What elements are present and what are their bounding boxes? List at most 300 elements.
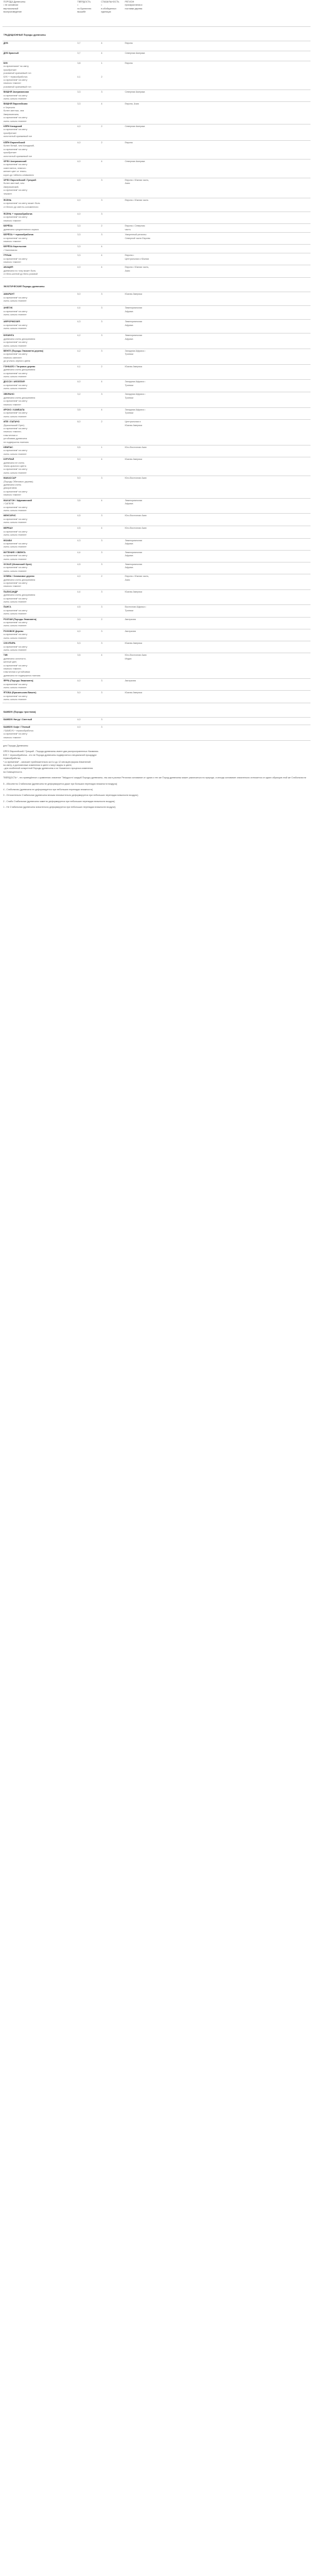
hardness-cell [76, 629, 100, 641]
region-line: Северной части Европы [125, 237, 151, 240]
stability-cell [100, 589, 124, 605]
species-note: со временем* на свету [3, 645, 28, 648]
hardness-cell [76, 641, 100, 653]
species-name: АМАРАНТ [3, 293, 15, 296]
hardness-value: 4,0 [77, 266, 81, 269]
species-note: со временем* на свету [3, 695, 28, 698]
species-cell [3, 641, 76, 653]
species-note: древесина не подвержена гниению [3, 674, 41, 677]
species-note: / БАМБУК + термообработка [3, 729, 34, 732]
stability-cell [100, 514, 124, 526]
stability-value: 3 [101, 718, 103, 721]
species-cell [3, 265, 76, 278]
table-row [3, 641, 310, 653]
hardness-cell [76, 292, 100, 306]
hardness-value: 3,3 [77, 245, 81, 248]
species-note: очень сильно темнеет [3, 98, 27, 101]
hardness-cell [76, 41, 100, 51]
hardness-value: 4,4 [77, 307, 81, 310]
table-row [3, 61, 310, 90]
species-note: до угольно-черного цвета [3, 360, 31, 363]
species-name: ДУБ [3, 42, 8, 44]
header-species: ПОРОДА Древесины • не основном вертикальный воспроизведение [3, 0, 76, 27]
region-line: Западная Африка • [125, 408, 145, 411]
region-line: Тропики [125, 353, 134, 356]
species-note: очень сильно темнеет [3, 452, 27, 456]
stability-value: 2 [101, 420, 103, 424]
region-cell [124, 51, 310, 61]
region-cell [124, 457, 310, 476]
stability-cell [100, 265, 124, 278]
species-name: КУРУПАЙ [3, 458, 14, 461]
species-cell [3, 617, 76, 629]
wood-table [3, 0, 310, 741]
stability-value: 2 [101, 141, 103, 144]
table-row [3, 445, 310, 457]
region-line: Восточная Африка • [125, 606, 146, 609]
region-cell [124, 364, 310, 380]
hardness-cell [76, 526, 100, 538]
stability-cell [100, 349, 124, 365]
table-row [3, 476, 310, 498]
region-cell [124, 392, 310, 408]
table-header [3, 0, 310, 27]
species-note: со временем* на свету [3, 582, 28, 584]
stability-value: 2 [101, 575, 103, 578]
stability-value: 4 [101, 254, 103, 257]
species-name: ВИШНЯ Американская [3, 91, 29, 94]
species-note: немного темнеет [3, 494, 21, 497]
stability-value: 3 [101, 350, 103, 353]
table-row [3, 333, 310, 349]
region-cell [124, 445, 310, 457]
region-line: Индия [125, 657, 132, 660]
stability-value: 3 [101, 551, 103, 554]
region-cell [124, 102, 310, 124]
group-title: ЭКЗОТИЧЕСКИЕ Породы древесины [3, 278, 310, 292]
hardness-cell [76, 617, 100, 629]
species-note: золотистый оранжевый тон [3, 135, 33, 138]
species-cell [3, 211, 76, 223]
species-note: со временем* на свету [3, 189, 28, 192]
hardness-cell [76, 159, 100, 178]
region-line: Южная Америка [125, 691, 142, 695]
region-cell [124, 725, 310, 741]
species-cell [3, 605, 76, 617]
stability-cell [100, 51, 124, 61]
species-name: РОЗОВОЕ Дерево [3, 629, 24, 633]
species-note: желтый цвет, [3, 661, 18, 664]
stability-value: 4 [101, 42, 103, 44]
species-note: немного темнеет [3, 82, 21, 85]
region-cell [124, 320, 310, 333]
species-name: ОЛИВА / Оливковое дерево [3, 575, 34, 578]
hardness-cell [76, 233, 100, 245]
hardness-cell [76, 349, 100, 365]
region-line: Африка [125, 566, 133, 569]
species-name: МУТЕНИЯ / ОВЕНГА [3, 551, 26, 554]
stability-value: 3 [101, 691, 103, 695]
species-cell [3, 178, 76, 198]
species-name: БЕРЁЗА + термообработка [3, 233, 34, 237]
species-note: древесина очень [3, 484, 21, 487]
table-row [3, 364, 310, 380]
species-note: со временем* на свету [3, 384, 28, 387]
stability-cell [100, 90, 124, 102]
region-line: Европа [125, 141, 133, 144]
region-cell [124, 407, 310, 419]
species-name: ДУБ Красный [3, 52, 19, 54]
species-cell [3, 380, 76, 392]
hardness-cell [76, 51, 100, 61]
region-line: Северная Америка [125, 160, 145, 163]
species-name: ТИК [3, 654, 8, 657]
hardness-cell [76, 198, 100, 211]
species-name: ИРОКО / КАМБАЛА [3, 408, 25, 411]
hardness-cell [76, 245, 100, 253]
species-cell [3, 562, 76, 574]
species-note: со временем* на свету [3, 683, 28, 686]
stability-cell [100, 718, 124, 725]
species-note: очень сильно темнеет [3, 686, 27, 689]
species-cell [3, 245, 76, 253]
hardness-cell [76, 178, 100, 198]
table-row [3, 224, 310, 233]
species-note: древесина по тону может быть [3, 269, 36, 272]
stability-cell [100, 102, 124, 124]
stability-value: 4 [101, 380, 103, 384]
table-row [3, 514, 310, 526]
species-note: темнеет [3, 192, 13, 195]
region-line: Юго-Восточная Азия [125, 514, 147, 517]
species-cell [3, 653, 76, 679]
stability-scale-item: 1 - Не Стабильная (древесина значительно деформируется при небольших перепадах влажности воздуха) [3, 806, 116, 809]
species-note: и Черешня [3, 106, 15, 109]
hardness-value: 4,2 [77, 350, 81, 353]
region-line: Европа • Южная часть, [125, 178, 150, 181]
region-cell [124, 253, 310, 265]
hardness-cell [76, 124, 100, 140]
species-name: КЕМПАС [3, 446, 13, 449]
footnote-line: * со временем* - означает приблизительно за 6 и до 12 месяцев форма Изменений [3, 760, 91, 763]
species-note: розоватый оранжевый тон [3, 85, 31, 88]
hardness-value: 4,0 [77, 726, 81, 729]
species-name: АФРОРМОЗИЯ [3, 320, 20, 323]
species-note: приобретает [3, 151, 17, 155]
species-note: Американская, [3, 113, 19, 116]
hardness-cell [76, 224, 100, 233]
species-note: древесина очень декоративна [3, 369, 36, 372]
species-note: приобретает [3, 68, 17, 71]
stability-value: 4 [101, 654, 103, 657]
species-cell [3, 679, 76, 691]
region-line: Европа • Южная часть, [125, 266, 150, 269]
hardness-value: 3,3 [77, 233, 81, 237]
species-name: КЛЁН Канадский [3, 125, 23, 128]
hardness-value: 4,0 [77, 680, 81, 683]
species-name: МЕРБАУ [3, 527, 13, 530]
stability-scale-item: 4 - Стабильная (древесина не деформируется при небольших перепадах влажности) [3, 788, 93, 792]
stability-value: 4 [101, 499, 103, 502]
region-cell [124, 718, 310, 725]
species-note: не подвержена гниению [3, 440, 29, 444]
region-cell [124, 574, 310, 590]
species-cell [3, 140, 76, 159]
region-line: Южная Америка [125, 424, 142, 427]
stability-value: 2 [101, 618, 103, 621]
stability-value: 3 [101, 178, 103, 181]
table-row [3, 420, 310, 445]
hardness-cell [76, 253, 100, 265]
stability-cell [100, 306, 124, 320]
table-row [3, 550, 310, 562]
region-cell [124, 41, 310, 51]
species-note: древесина среднетемного окраса [3, 228, 39, 231]
species-cell [3, 333, 76, 349]
table-row [3, 253, 310, 265]
species-note: очень сильно темнеет [3, 534, 27, 537]
hardness-cell [76, 457, 100, 476]
footnote-lines [3, 750, 310, 774]
region-cell [124, 653, 310, 679]
table-row [3, 41, 310, 51]
species-note: приобретает [3, 131, 17, 135]
region-line: Умеренный регионы [125, 233, 146, 237]
region-line: Европа • Южная часть [125, 198, 149, 201]
stability-value: 3 [101, 320, 103, 323]
species-name: ВИШНЯ Европейская [3, 103, 28, 106]
stability-cell [100, 691, 124, 703]
species-note: более белый, чем Канадский, [3, 145, 35, 148]
species-cell [3, 292, 76, 306]
table-row [3, 51, 310, 61]
hardness-value: 5,3 [77, 642, 81, 645]
stability-value: 4 [101, 103, 103, 106]
species-cell [3, 41, 76, 51]
region-cell [124, 538, 310, 550]
stability-cell [100, 407, 124, 419]
region-line: Европа • [125, 254, 135, 257]
hardness-value: 3,3 [77, 91, 81, 94]
region-line: Южная Америка [125, 293, 142, 296]
region-cell [124, 233, 310, 245]
species-cell [3, 253, 76, 265]
table-row [3, 306, 310, 320]
species-cell [3, 589, 76, 605]
region-line: Африка [125, 323, 133, 327]
species-note: немного темнеет [3, 261, 21, 264]
footnotes [3, 745, 310, 810]
group-header [3, 278, 310, 292]
hardness-cell [76, 514, 100, 526]
species-note: со временем* на свету может быть [3, 202, 41, 205]
stability-cell [100, 392, 124, 408]
stability-value: 2 [101, 225, 103, 228]
stability-cell [100, 233, 124, 245]
stability-value: 3 [101, 91, 103, 94]
species-note: очень сильно темнеет [3, 546, 27, 549]
stability-value: 3 [101, 514, 103, 517]
species-name: МЕНГАРИС [3, 514, 16, 517]
table-row [3, 178, 310, 198]
species-note: очень сильно темнеет [3, 415, 27, 418]
species-note: немного темнеет [3, 240, 21, 243]
species-cell [3, 320, 76, 333]
hardness-value: 3,5 [77, 654, 81, 657]
region-cell [124, 349, 310, 365]
region-line: Юго-Восточная Азия [125, 527, 147, 530]
species-note: декоративна [3, 487, 17, 490]
hardness-value: 3,7 [77, 52, 81, 54]
stability-cell [100, 550, 124, 562]
stability-value: 3 [101, 477, 103, 480]
region-line: Западная Африка • [125, 380, 145, 384]
species-note: очень сильно темнеет [3, 601, 27, 604]
table-row [3, 617, 310, 629]
stability-cell [100, 224, 124, 233]
region-cell [124, 306, 310, 320]
region-line: Тропики [125, 609, 134, 612]
stability-cell [100, 292, 124, 306]
stability-value: 3 [101, 212, 103, 215]
hardness-value: 4,0 [77, 380, 81, 384]
species-cell [3, 550, 76, 562]
region-cell [124, 476, 310, 498]
species-name: ПАНГА [3, 606, 11, 609]
region-cell [124, 526, 310, 538]
species-cell [3, 526, 76, 538]
stability-value: 2 [101, 365, 103, 368]
region-cell [124, 61, 310, 90]
hardness-value: 4,1 [77, 365, 81, 368]
species-note: пластичная и [3, 434, 18, 437]
table-row [3, 574, 310, 590]
hardness-cell [76, 574, 100, 590]
species-note: со временем* на свету [3, 517, 28, 521]
species-note: со временем* на свету [3, 94, 28, 97]
species-cell [3, 718, 76, 725]
species-note: / САПЕЛЕ [3, 502, 14, 506]
species-name: ДОССИ / АФЗЕЛИЯ [3, 380, 25, 384]
region-line: часть [125, 228, 131, 231]
region-line: Западная Африка • [125, 393, 145, 396]
species-cell [3, 364, 76, 380]
species-name: ГРУША [3, 254, 12, 257]
species-note: со временем* на свету [3, 353, 28, 356]
species-note: по времениию* на свету [3, 65, 29, 68]
species-note: древесина золотисто- [3, 657, 27, 660]
table-row [3, 124, 310, 140]
species-note: (Породы Эбенового дерева) [3, 480, 33, 483]
region-line: Африка [125, 502, 133, 506]
species-note: немного темнеет [3, 585, 21, 588]
species-cell [3, 574, 76, 590]
region-line: Африка [125, 310, 133, 313]
species-note: со временем* на свету [3, 216, 28, 219]
stability-cell [100, 605, 124, 617]
stability-cell [100, 333, 124, 349]
footnote-line: термообработки, [3, 757, 21, 760]
species-note: от бело-желтой до бело-розовой [3, 273, 38, 276]
stability-cell [100, 178, 124, 198]
stability-value: 3 [101, 563, 103, 566]
hardness-value: 4,0 [77, 178, 81, 181]
stability-cell [100, 364, 124, 380]
species-note: очень сильно темнеет [3, 375, 27, 378]
region-cell [124, 641, 310, 653]
species-note: от белого до светло-соломенного [3, 205, 39, 208]
region-line: Австралия [125, 618, 136, 621]
table-row [3, 498, 310, 514]
species-cell [3, 51, 76, 61]
stability-cell [100, 653, 124, 679]
table-row [3, 90, 310, 102]
stability-cell [100, 476, 124, 498]
hardness-cell [76, 476, 100, 498]
species-note: со временем* на свету [3, 341, 28, 344]
stability-value: 4 [101, 245, 103, 248]
header-stability: СТАБИЛЬНОСТЬ • в обобщенных единицах [100, 0, 124, 27]
stability-cell [100, 679, 124, 691]
stability-value: 1 [101, 446, 103, 449]
hardness-value: 6,0 [77, 420, 81, 424]
species-cell [3, 629, 76, 641]
species-note: древесина очень декоративна [3, 396, 36, 399]
hardness-value: 4,4 [77, 551, 81, 554]
region-line: Юго-Восточная Азия [125, 654, 147, 657]
species-note: со временем* на свету [3, 372, 28, 375]
region-cell [124, 679, 310, 691]
hardness-cell [76, 679, 100, 691]
species-name: КЛЁН Европейский [3, 141, 25, 144]
species-cell [3, 224, 76, 233]
region-line: Экваториальная [125, 563, 142, 566]
hardness-cell [76, 380, 100, 392]
table-row [3, 392, 310, 408]
species-note: очень сильно темнеет [3, 557, 27, 561]
hardness-cell [76, 320, 100, 333]
table-row [3, 605, 310, 617]
stability-cell [100, 457, 124, 476]
stability-scale-item: 3 - Относительно Стабильная (древесина весьма незначительно деформируется при небольших перепадах влажности воздуха) [3, 794, 138, 797]
stability-value: 2 [101, 75, 103, 78]
region-cell [124, 562, 310, 574]
species-note: со временем* на свету [3, 542, 28, 545]
table-row [3, 589, 310, 605]
species-note: (Бразильский Орех) [3, 424, 24, 427]
stability-cell [100, 253, 124, 265]
region-line: Центральная и [125, 420, 141, 424]
hardness-cell [76, 102, 100, 124]
species-name: БЕРЁЗА [3, 225, 13, 228]
region-line: Азия [125, 269, 130, 272]
species-cell [3, 498, 76, 514]
stability-scale-item: 5 - Абсолютно Стабильная (древесина не деформируется даже при больших перепадах влажности воздуха) [3, 782, 118, 785]
species-cell [3, 102, 76, 124]
species-note: со временем* на свету [3, 621, 28, 624]
hardness-cell [76, 265, 100, 278]
hardness-value: 5,5 [77, 446, 81, 449]
hardness-value: 4,0 [77, 160, 81, 163]
hardness-cell [76, 725, 100, 741]
region-cell [124, 617, 310, 629]
species-name: СУКУПИРА [3, 642, 16, 645]
species-note: со временем* на свету [3, 506, 28, 509]
species-note: очень сильно темнеет [3, 387, 27, 390]
species-note: очень сильно темнеет [3, 300, 27, 303]
species-note: очень сильно темнеет [3, 636, 27, 639]
species-note: со временем* на свету [3, 468, 28, 471]
